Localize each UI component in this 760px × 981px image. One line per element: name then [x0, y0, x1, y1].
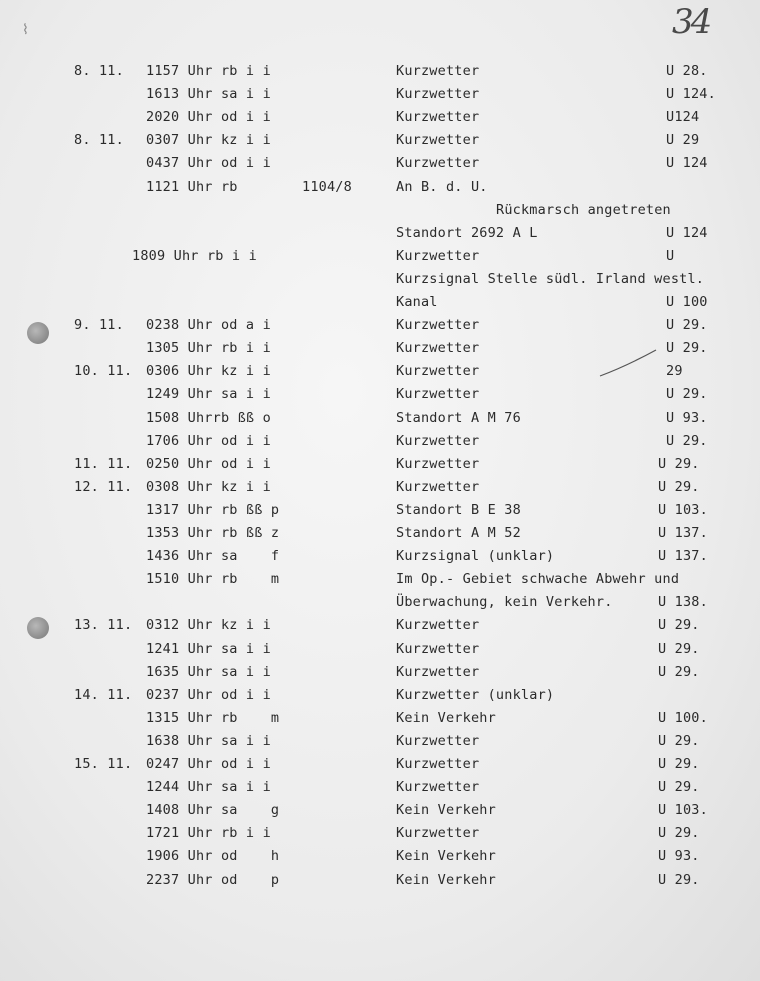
entry-message: Standort B E 38 [396, 502, 521, 518]
entry-uboat: U 29. [658, 617, 700, 633]
entry-uboat: U 29. [658, 664, 700, 680]
entry-time: 1906 Uhr od h [146, 848, 280, 864]
entry-message: Kurzsignal (unklar) [396, 548, 555, 564]
entry-time: 1353 Uhr rb ßß z [146, 525, 280, 541]
entry-time: 1244 Uhr sa i i [146, 779, 271, 795]
entry-time: 1510 Uhr rb m [146, 571, 280, 587]
entry-message: Kurzwetter [396, 340, 480, 356]
entry-date: 11. 11. [74, 456, 133, 472]
entry-uboat: U 138. [658, 594, 708, 610]
entry-message: Kurzwetter [396, 617, 480, 633]
entry-date: 14. 11. [74, 687, 133, 703]
entry-uboat: U 29. [658, 641, 700, 657]
entry-message: Kurzwetter [396, 733, 480, 749]
stray-mark-icon: ⌇ [22, 22, 29, 38]
pencil-stroke-icon [598, 348, 658, 378]
entry-uboat: U 29. [658, 733, 700, 749]
entry-uboat: U 124 [666, 155, 708, 171]
entry-date: 10. 11. [74, 363, 133, 379]
entry-uboat: U 29. [666, 340, 708, 356]
entry-uboat: U 137. [658, 548, 708, 564]
entry-uboat: U 29. [658, 825, 700, 841]
entry-uboat: U 29 [666, 132, 700, 148]
entry-time: 1436 Uhr sa f [146, 548, 280, 564]
entry-uboat: U 29. [666, 386, 708, 402]
entry-message: Standort 2692 A L [396, 225, 538, 241]
entry-uboat: U 29. [666, 317, 708, 333]
entry-message: Kurzwetter [396, 248, 480, 264]
entry-time: 1508 Uhrrb ßß o [146, 410, 271, 426]
entry-message: Kurzwetter [396, 779, 480, 795]
entry-message: Kurzwetter [396, 641, 480, 657]
entry-uboat: U 29. [658, 456, 700, 472]
entry-time: 1721 Uhr rb i i [146, 825, 271, 841]
punch-hole-icon [27, 322, 49, 344]
entry-uboat: U 29. [658, 872, 700, 888]
entry-time: 1613 Uhr sa i i [146, 86, 271, 102]
entry-uboat: U 103. [658, 502, 708, 518]
entry-time: 0437 Uhr od i i [146, 155, 271, 171]
entry-uboat: U 29. [666, 433, 708, 449]
entry-uboat: U 93. [666, 410, 708, 426]
entry-uboat: U 93. [658, 848, 700, 864]
entry-uboat: U 29. [658, 779, 700, 795]
entry-message: Kanal [396, 294, 438, 310]
entry-time: 1635 Uhr sa i i [146, 664, 271, 680]
entry-uboat: U 137. [658, 525, 708, 541]
entry-message: Kurzwetter (unklar) [396, 687, 555, 703]
entry-message: Kurzwetter [396, 132, 480, 148]
entry-uboat: 29 [666, 363, 683, 379]
entry-date: 8. 11. [74, 132, 124, 148]
entry-uboat: U 28. [666, 63, 708, 79]
entry-message: Kurzwetter [396, 664, 480, 680]
entry-message: Kurzwetter [396, 479, 480, 495]
entry-time: 0238 Uhr od a i [146, 317, 271, 333]
entry-message: Kurzwetter [396, 317, 480, 333]
entry-message: Kurzwetter [396, 756, 480, 772]
entry-message: Kurzsignal Stelle südl. Irland westl. [396, 271, 705, 287]
entry-uboat: U124 [666, 109, 700, 125]
entry-uboat: U 124 [666, 225, 708, 241]
entry-date: 12. 11. [74, 479, 133, 495]
entry-date: 13. 11. [74, 617, 133, 633]
entry-message: Im Op.- Gebiet schwache Abwehr und [396, 571, 680, 587]
entry-message: Kurzwetter [396, 433, 480, 449]
entry-message: Kein Verkehr [396, 802, 496, 818]
entry-time: 1121 Uhr rb [146, 179, 238, 195]
entry-time: 0307 Uhr kz i i [146, 132, 271, 148]
entry-time: 1408 Uhr sa g [146, 802, 280, 818]
entry-message: Kurzwetter [396, 386, 480, 402]
entry-date: 8. 11. [74, 63, 124, 79]
entry-time: 1706 Uhr od i i [146, 433, 271, 449]
entry-ref: 1104/8 [302, 179, 352, 195]
entry-time: 0308 Uhr kz i i [146, 479, 271, 495]
entry-message: Standort A M 52 [396, 525, 521, 541]
entry-message: Kurzwetter [396, 63, 480, 79]
entry-time: 1157 Uhr rb i i [146, 63, 271, 79]
entry-uboat: U 100 [666, 294, 708, 310]
entry-date: 9. 11. [74, 317, 124, 333]
entry-message: Kein Verkehr [396, 848, 496, 864]
entry-time: 1315 Uhr rb m [146, 710, 280, 726]
entry-uboat: U 29. [658, 756, 700, 772]
entry-message: Kein Verkehr [396, 710, 496, 726]
entry-time: 0306 Uhr kz i i [146, 363, 271, 379]
entry-time: 1305 Uhr rb i i [146, 340, 271, 356]
entry-message: Kein Verkehr [396, 872, 496, 888]
entry-time: 1249 Uhr sa i i [146, 386, 271, 402]
entry-time: 0312 Uhr kz i i [146, 617, 271, 633]
punch-hole-icon [27, 617, 49, 639]
entry-time: 1241 Uhr sa i i [146, 641, 271, 657]
entry-time: 0250 Uhr od i i [146, 456, 271, 472]
entry-message: Kurzwetter [396, 86, 480, 102]
page-number: 34 [672, 2, 710, 42]
entry-message: Standort A M 76 [396, 410, 521, 426]
entry-message: Kurzwetter [396, 363, 480, 379]
entry-message: Kurzwetter [396, 109, 480, 125]
entry-uboat: U 100. [658, 710, 708, 726]
entry-message: Überwachung, kein Verkehr. [396, 594, 613, 610]
entry-message: Kurzwetter [396, 825, 480, 841]
entry-message: Kurzwetter [396, 155, 480, 171]
entry-uboat: U [666, 248, 675, 264]
entry-time: 2020 Uhr od i i [146, 109, 271, 125]
entry-date: 15. 11. [74, 756, 133, 772]
entry-message: Kurzwetter [396, 456, 480, 472]
entry-uboat: U 124. [666, 86, 716, 102]
entry-uboat: U 29. [658, 479, 700, 495]
entry-message: An B. d. U. [396, 179, 488, 195]
entry-uboat: U 103. [658, 802, 708, 818]
entry-time: 1638 Uhr sa i i [146, 733, 271, 749]
entry-time: 0237 Uhr od i i [146, 687, 271, 703]
entry-message: Rückmarsch angetreten [496, 202, 671, 218]
entry-time: 2237 Uhr od p [146, 872, 280, 888]
entry-time: 1809 Uhr rb i i [132, 248, 257, 264]
entry-time: 0247 Uhr od i i [146, 756, 271, 772]
entry-time: 1317 Uhr rb ßß p [146, 502, 280, 518]
